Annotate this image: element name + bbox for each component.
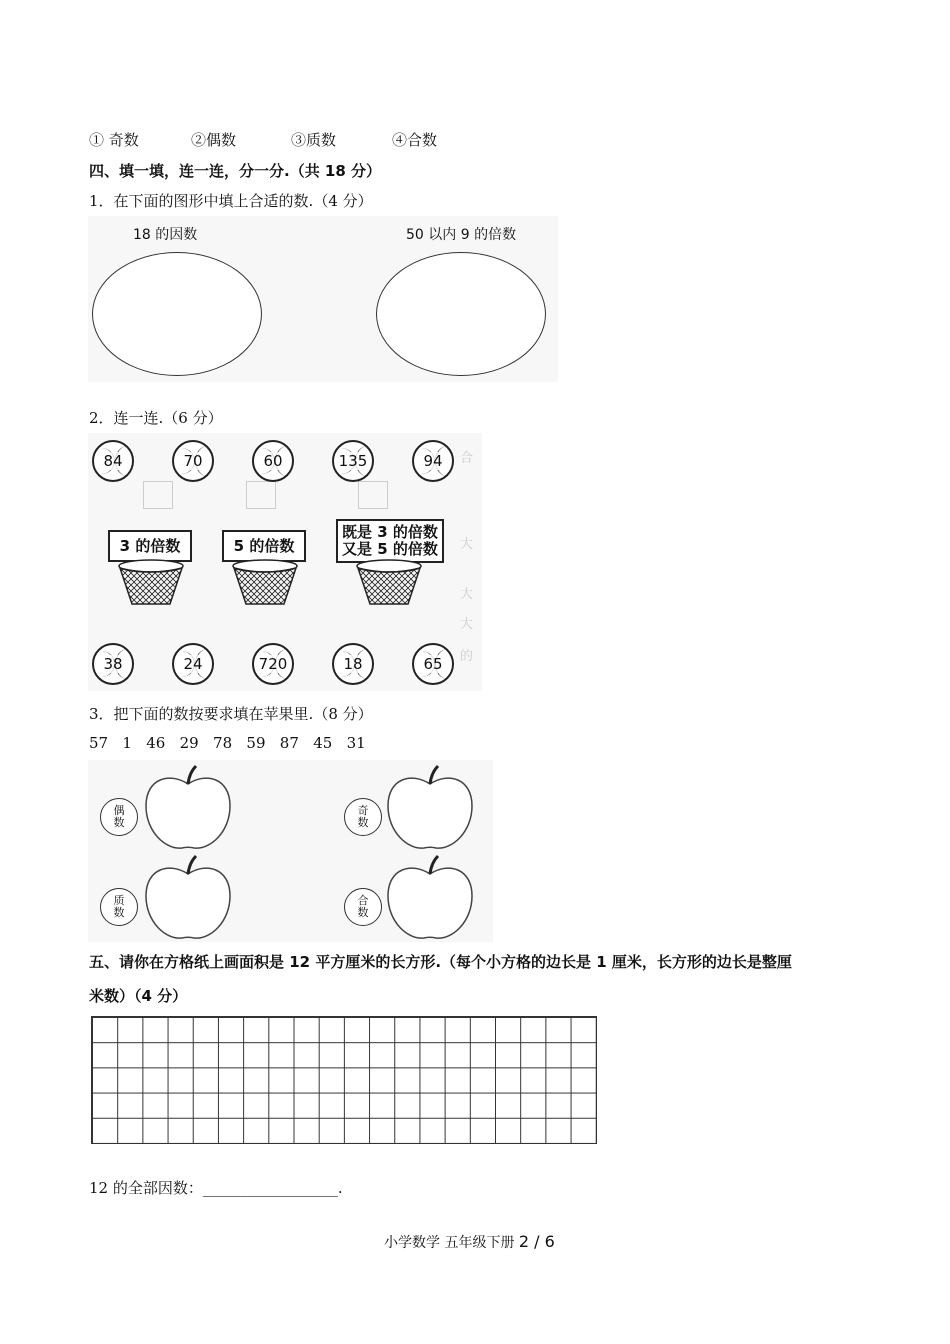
ball-24[interactable]: 24 — [172, 643, 214, 685]
footer-text: 小学数学 五年级下册 — [384, 1235, 515, 1251]
q1-figure — [88, 216, 558, 382]
square-grid-paper[interactable] — [91, 1016, 597, 1144]
factors-of-18-label: 18 的因数 — [133, 227, 198, 243]
multiples-of-9-label: 50 以内 9 的倍数 — [406, 227, 517, 243]
label-prime: 质 数 — [100, 888, 138, 926]
q1-text: 1．在下面的图形中填上合适的数.（4 分） — [89, 192, 373, 210]
apple-even[interactable] — [140, 762, 236, 854]
q3-numbers: 57 1 46 29 78 59 87 45 31 — [89, 734, 366, 752]
label-even: 偶 数 — [100, 798, 138, 836]
sign-multiple-of-5: 5 的倍数 — [222, 530, 306, 562]
section5-heading-line2: 米数）（4 分） — [89, 987, 188, 1005]
ball-70[interactable]: 70 — [172, 440, 214, 482]
ball-18[interactable]: 18 — [332, 643, 374, 685]
label-odd: 奇 数 — [344, 798, 382, 836]
option-prime: ③质数 — [291, 131, 337, 149]
basket-multiple-of-5[interactable] — [230, 558, 300, 608]
sign-multiple-of-3-and-5: 既是 3 的倍数 又是 5 的倍数 — [336, 519, 444, 563]
q3-figure — [88, 760, 493, 942]
ball-94[interactable]: 94 — [412, 440, 454, 482]
multiples-of-9-oval[interactable] — [376, 252, 546, 376]
basket-multiple-of-3-and-5[interactable] — [354, 558, 424, 608]
label-composite: 合 数 — [344, 888, 382, 926]
sign-multiple-of-3: 3 的倍数 — [108, 530, 192, 562]
ball-135[interactable]: 135 — [332, 440, 374, 482]
apple-prime[interactable] — [140, 852, 236, 944]
ball-65[interactable]: 65 — [412, 643, 454, 685]
option-odd: ① 奇数 — [89, 131, 139, 149]
q2-text: 2．连一连.（6 分） — [89, 409, 223, 427]
factors-of-12-answer-line[interactable]: 12 的全部因数：__________________. — [89, 1179, 343, 1197]
option-even: ②偶数 — [191, 131, 237, 149]
section4-heading: 四、填一填，连一连，分一分.（共 18 分） — [89, 162, 382, 180]
option-composite: ④合数 — [392, 131, 438, 149]
factors-of-18-oval[interactable] — [92, 252, 262, 376]
ball-84[interactable]: 84 — [92, 440, 134, 482]
page-number: 2 / 6 — [518, 1232, 555, 1251]
q2-figure: 合 大 大 大 的 84 70 60 135 94 3 的倍数 5 的倍数 既是 3 的倍数 又是 5 的倍数 38 24 720 18 65 — [88, 433, 482, 691]
basket-multiple-of-3[interactable] — [116, 558, 186, 608]
ball-60[interactable]: 60 — [252, 440, 294, 482]
ball-720[interactable]: 720 — [252, 643, 294, 685]
page-footer — [384, 1232, 555, 1252]
q3-text: 3．把下面的数按要求填在苹果里.（8 分） — [89, 705, 373, 723]
ball-38[interactable]: 38 — [92, 643, 134, 685]
section5-heading-line1: 五、请你在方格纸上画面积是 12 平方厘米的长方形.（每个小方格的边长是 1 厘米，长方形的边长是整厘 — [89, 953, 792, 971]
apple-odd[interactable] — [382, 762, 478, 854]
apple-composite[interactable] — [382, 852, 478, 944]
